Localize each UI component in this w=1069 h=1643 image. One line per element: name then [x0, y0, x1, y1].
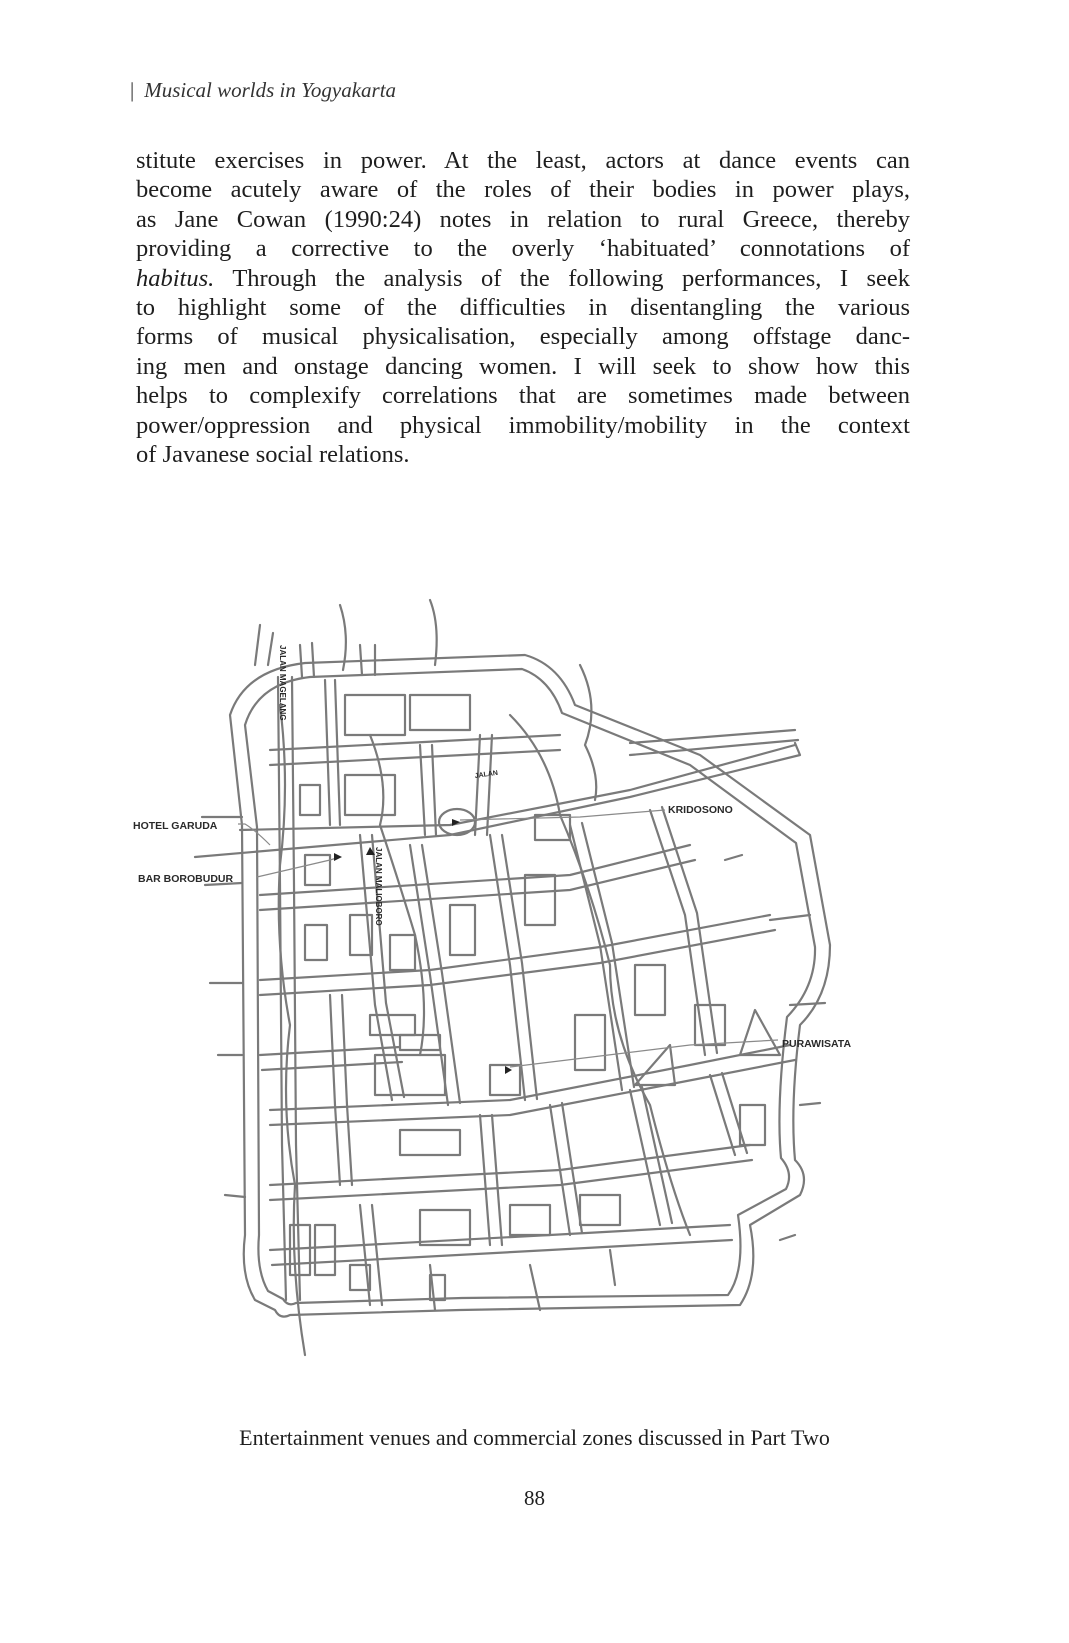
outer-road [230, 655, 830, 1317]
city-block [315, 1225, 335, 1275]
city-map-svg [130, 585, 930, 1375]
city-block [410, 695, 470, 730]
text-line: to highlight some of the difficulties in disentangling the various [136, 294, 910, 322]
city-block [400, 1035, 440, 1050]
city-block [400, 1130, 460, 1155]
jalan-magelang-road [278, 677, 300, 1300]
city-block [390, 935, 415, 970]
city-block [345, 695, 405, 735]
city-map-figure [130, 585, 930, 1375]
text-line: helps to complexify correlations that are sometimes made between [136, 382, 910, 410]
street-network [195, 600, 830, 1355]
grid-v [710, 1073, 747, 1155]
figure-caption: Entertainment venues and commercial zones discussed in Part Two [239, 1425, 830, 1450]
city-block [450, 905, 475, 955]
text-line: of Javanese social relations. [136, 441, 410, 469]
leader-lines [238, 810, 778, 1067]
italic-term: habitus. [136, 264, 215, 292]
label-jalan-small: JALAN [474, 769, 499, 780]
running-head-bar: | [130, 78, 135, 102]
river-north [580, 665, 596, 800]
city-block [635, 965, 665, 1015]
grid-v [480, 1115, 502, 1245]
text-line [136, 264, 910, 293]
label-purawisata: PURAWISATA [782, 1038, 852, 1050]
label-bar-borobudur: BAR BOROBUDUR [138, 873, 234, 885]
label-kridosono: KRIDOSONO [668, 804, 733, 816]
city-block [510, 1205, 550, 1235]
grid-v [330, 995, 352, 1185]
city-block [300, 785, 320, 815]
running-head-title: Musical worlds in Yogyakarta [144, 78, 397, 102]
text-line: power/oppression and physical immobility/mobility in the context [136, 411, 910, 439]
label-jalan-magelang: JALAN MAGELANG [278, 645, 287, 721]
marker-bar-borobudur [334, 853, 342, 861]
bar-borobudur-leader [257, 857, 340, 877]
city-block [305, 855, 330, 885]
label-jalan-malioboro: JALAN MALIOBORO [374, 847, 383, 926]
river-gajahwong [510, 715, 690, 1235]
city-block [345, 775, 395, 815]
text-line: ing men and onstage dancing women. I will seek to show how this [136, 352, 910, 380]
grid-v [420, 745, 436, 835]
city-block [580, 1195, 620, 1225]
text-line: as Jane Cowan (1990:24) notes in relation to rural Greece, thereby [136, 205, 910, 233]
railway-line-2 [240, 745, 795, 830]
city-block [305, 925, 327, 960]
city-block [525, 875, 555, 925]
text-line: providing a corrective to the overly ‘habituated’ connotations of [136, 235, 910, 263]
grid-v [430, 1250, 615, 1310]
body-paragraph [136, 146, 910, 469]
grid-h [260, 915, 775, 995]
label-hotel-garuda: HOTEL GARUDA [133, 820, 218, 832]
page-number: 88 [524, 1486, 545, 1510]
grid-h [270, 735, 560, 765]
grid-v [325, 680, 340, 825]
text-line: become acutely aware of the roles of their bodies in power plays, [136, 176, 910, 204]
text-line: forms of musical physicalisation, especially among offstage danc- [136, 323, 910, 351]
city-block [575, 1015, 605, 1070]
grid-h [270, 1145, 752, 1200]
text-line-rest: Through the analysis of the following performances, I seek [232, 264, 911, 292]
purawisata-leader [510, 1040, 778, 1067]
outer-road-inner [245, 669, 815, 1304]
text-line: stitute exercises in power. At the least, actors at dance events can [136, 147, 910, 174]
running-head [130, 78, 396, 103]
